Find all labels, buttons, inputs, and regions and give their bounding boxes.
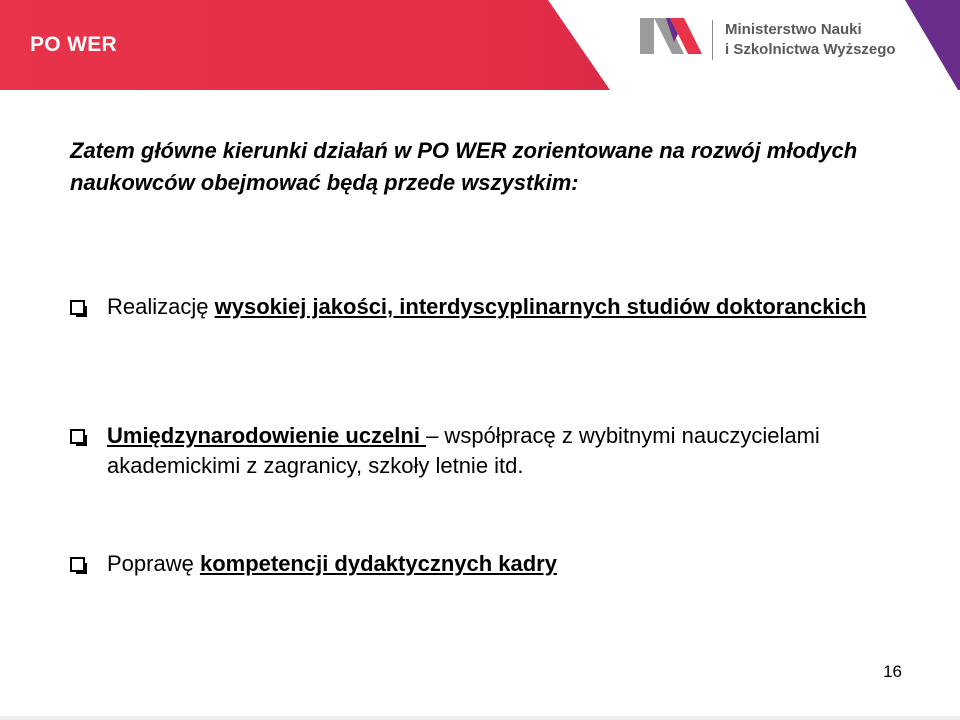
page-number: 16 bbox=[883, 662, 902, 681]
bullet-prefix: Poprawę bbox=[107, 551, 200, 576]
bullet-item-teaching-competence bbox=[70, 549, 890, 579]
header-title: PO WER bbox=[30, 33, 117, 56]
bullet-text bbox=[107, 421, 890, 481]
bullet-suffix: – współpracę z wybitnymi nauczycielami akademickimi z zagranicy, szkoły letnie itd. bbox=[107, 423, 820, 478]
checkbox-bullet-icon bbox=[70, 557, 85, 572]
ministry-name-line1: Ministerstwo Nauki bbox=[725, 21, 862, 38]
bullet-emphasis: kompetencji dydaktycznych kadry bbox=[199, 551, 557, 576]
ministry-name bbox=[725, 20, 896, 60]
checkbox-bullet-icon bbox=[70, 429, 85, 444]
bullet-emphasis: Umiędzynarodowienie uczelni bbox=[107, 423, 427, 448]
bullet-text bbox=[107, 292, 890, 322]
checkbox-bullet-icon bbox=[70, 300, 85, 315]
bullet-item-internationalization bbox=[70, 421, 890, 481]
intro-paragraph: Zatem główne kierunki działań w PO WER zorientowane na rozwój młodych naukowców obejmować będą przede wszystkim: bbox=[70, 138, 858, 195]
ministry-logo-mark bbox=[640, 18, 702, 54]
footer-divider bbox=[0, 716, 960, 720]
bullet-item-doctoral-studies bbox=[70, 292, 890, 322]
bullet-prefix: Realizację bbox=[107, 294, 215, 319]
slide-header bbox=[0, 0, 960, 90]
ministry-name-line2: i Szkolnictwa Wyższego bbox=[725, 41, 896, 58]
ministry-logo bbox=[640, 18, 896, 66]
bullet-emphasis: wysokiej jakości, interdyscyplinarnych studiów doktoranckich bbox=[214, 294, 867, 319]
logo-divider bbox=[712, 20, 713, 60]
bullet-text bbox=[107, 549, 890, 579]
